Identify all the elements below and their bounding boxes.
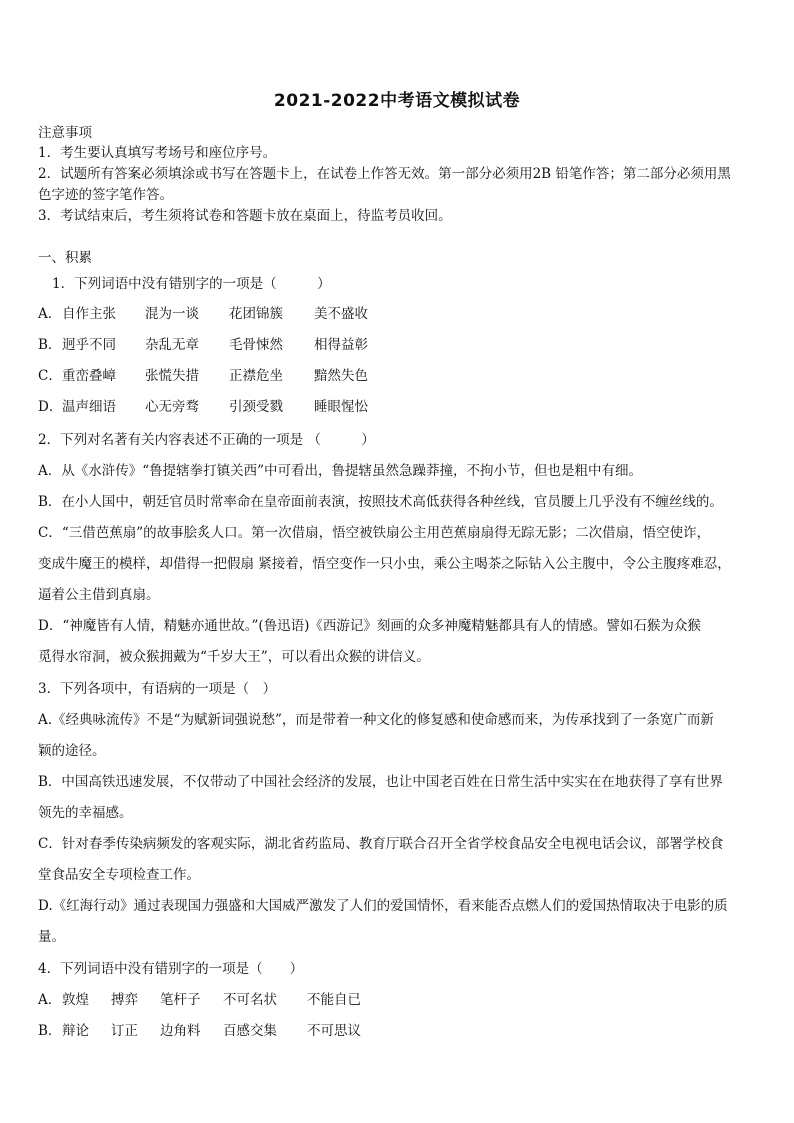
option-word: 不能自已 <box>307 992 361 1008</box>
section-heading: 一、积累 <box>38 250 92 266</box>
question-2-line: C．“三借芭蕉扇”的故事脍炙人口。第一次借扇，悟空被铁扇公主用芭蕉扇扇得无踪无影；二次借扇，悟空使诈， <box>38 525 711 541</box>
option-word: 正襟危坐 <box>229 368 283 384</box>
option-word: 迥乎不同 <box>62 337 116 353</box>
question-2-line: B．在小人国中，朝廷官员时常率命在皇帝面前表演，按照技术高低获得各种丝线，官员腰上几乎没有不缠丝线的。 <box>38 494 723 510</box>
question-1-option-d <box>38 395 762 415</box>
question-2-line: 觅得水帘洞，被众猴拥戴为“千岁大王”，可以看出众猴的讲信义。 <box>38 649 430 665</box>
option-word: 温声细语 <box>62 399 116 415</box>
option-word: 自作主张 <box>62 306 116 322</box>
option-letter: A． <box>38 992 62 1008</box>
question-2-line: A．从《水浒传》“鲁提辖拳打镇关西”中可看出，鲁提辖虽然急躁莽撞，不拘小节，但也是粗中有细。 <box>38 463 643 479</box>
question-3-line: D.《红海行动》通过表现国力强盛和大国威严激发了人们的爱国情怀，看来能否点燃人们的爱国热情取决于电影的质 <box>38 898 728 914</box>
question-1-stem: 1．下列词语中没有错别字的一项是（ ） <box>52 276 331 292</box>
option-letter: A． <box>38 306 62 322</box>
option-word: 订正 <box>111 1023 138 1039</box>
option-word: 毛骨悚然 <box>229 337 283 353</box>
question-2-line: 变成牛魔王的模样，却借得一把假扇 紧接着，悟空变作一只小虫，乘公主喝茶之际钻入公主腹中，令公主腹疼难忍， <box>38 556 731 572</box>
option-word: 黯然失色 <box>314 368 368 384</box>
page-title: 2021-2022中考语文模拟试卷 <box>273 91 521 111</box>
option-letter: B． <box>38 1023 62 1039</box>
question-3-line: 颖的途径。 <box>38 743 106 759</box>
question-1-option-a <box>38 302 762 322</box>
option-letter: C． <box>38 368 62 384</box>
question-2-line: D．“神魔皆有人情，精魅亦通世故。”(鲁迅语)《西游记》刻画的众多神魔精魅都具有人的情感。譬如石猴为众猴 <box>38 618 701 634</box>
question-1-option-b <box>38 333 762 353</box>
option-word: 搏弈 <box>111 992 138 1008</box>
question-1-option-c <box>38 364 762 384</box>
question-3-line: C．针对春季传染病频发的客观实际，湖北省药监局、教育厅联合召开全省学校食品安全电视电话会议，部署学校食 <box>38 836 724 852</box>
option-word: 辩论 <box>62 1023 89 1039</box>
option-word: 不可名状 <box>223 992 277 1008</box>
option-word: 不可思议 <box>307 1023 361 1039</box>
question-3-line: B．中国高铁迅速发展，不仅带动了中国社会经济的发展，也让中国老百姓在日常生活中实实在在地获得了享有世界 <box>38 774 723 790</box>
option-word: 心无旁骛 <box>145 399 199 415</box>
question-2-stem: 2．下列对名著有关内容表述不正确的一项是 （ ） <box>38 432 375 448</box>
option-word: 重峦叠嶂 <box>62 368 116 384</box>
option-letter: D． <box>38 399 63 415</box>
option-word: 杂乱无章 <box>145 337 199 353</box>
option-letter: B． <box>38 337 62 353</box>
question-3-stem: 3．下列各项中，有语病的一项是（ ） <box>38 681 277 697</box>
option-word: 美不盛收 <box>314 306 368 322</box>
option-word: 相得益彰 <box>314 337 368 353</box>
notice-item: 2．试题所有答案必须填涂或书写在答题卡上，在试卷上作答无效。第一部分必须用2B 铅笔作答；第二部分必须用黑 <box>38 166 731 182</box>
question-4-option-b <box>38 1019 762 1039</box>
question-3-line: 量。 <box>38 929 65 945</box>
notice-heading: 注意事项 <box>38 125 92 141</box>
notice-item: 3．考试结束后，考生须将试卷和答题卡放在桌面上，待监考员收回。 <box>38 208 452 224</box>
question-4-option-a <box>38 988 762 1008</box>
question-2-line: 逼着公主借到真扇。 <box>38 587 160 603</box>
option-word: 边角料 <box>160 1023 201 1039</box>
question-3-line: A.《经典咏流传》不是“为赋新词强说愁”，而是带着一种文化的修复感和使命感而来，为传承找到了一条宽广而新 <box>38 712 714 728</box>
option-word: 引颈受戮 <box>229 399 283 415</box>
option-word: 花团锦簇 <box>229 306 283 322</box>
question-3-line: 领先的幸福感。 <box>38 805 133 821</box>
option-word: 笔杆子 <box>160 992 201 1008</box>
option-word: 睡眼惺忪 <box>314 399 368 415</box>
option-word: 百感交集 <box>223 1023 277 1039</box>
option-word: 敦煌 <box>62 992 89 1008</box>
question-3-line: 堂食品安全专项检查工作。 <box>38 867 200 883</box>
notice-item: 1．考生要认真填写考场号和座位序号。 <box>38 145 277 161</box>
question-4-stem: 4．下列词语中没有错别字的一项是（ ） <box>38 961 304 977</box>
option-word: 混为一谈 <box>145 306 199 322</box>
option-word: 张慌失措 <box>145 368 199 384</box>
notice-item: 色字迹的签字笔作答。 <box>38 187 173 203</box>
